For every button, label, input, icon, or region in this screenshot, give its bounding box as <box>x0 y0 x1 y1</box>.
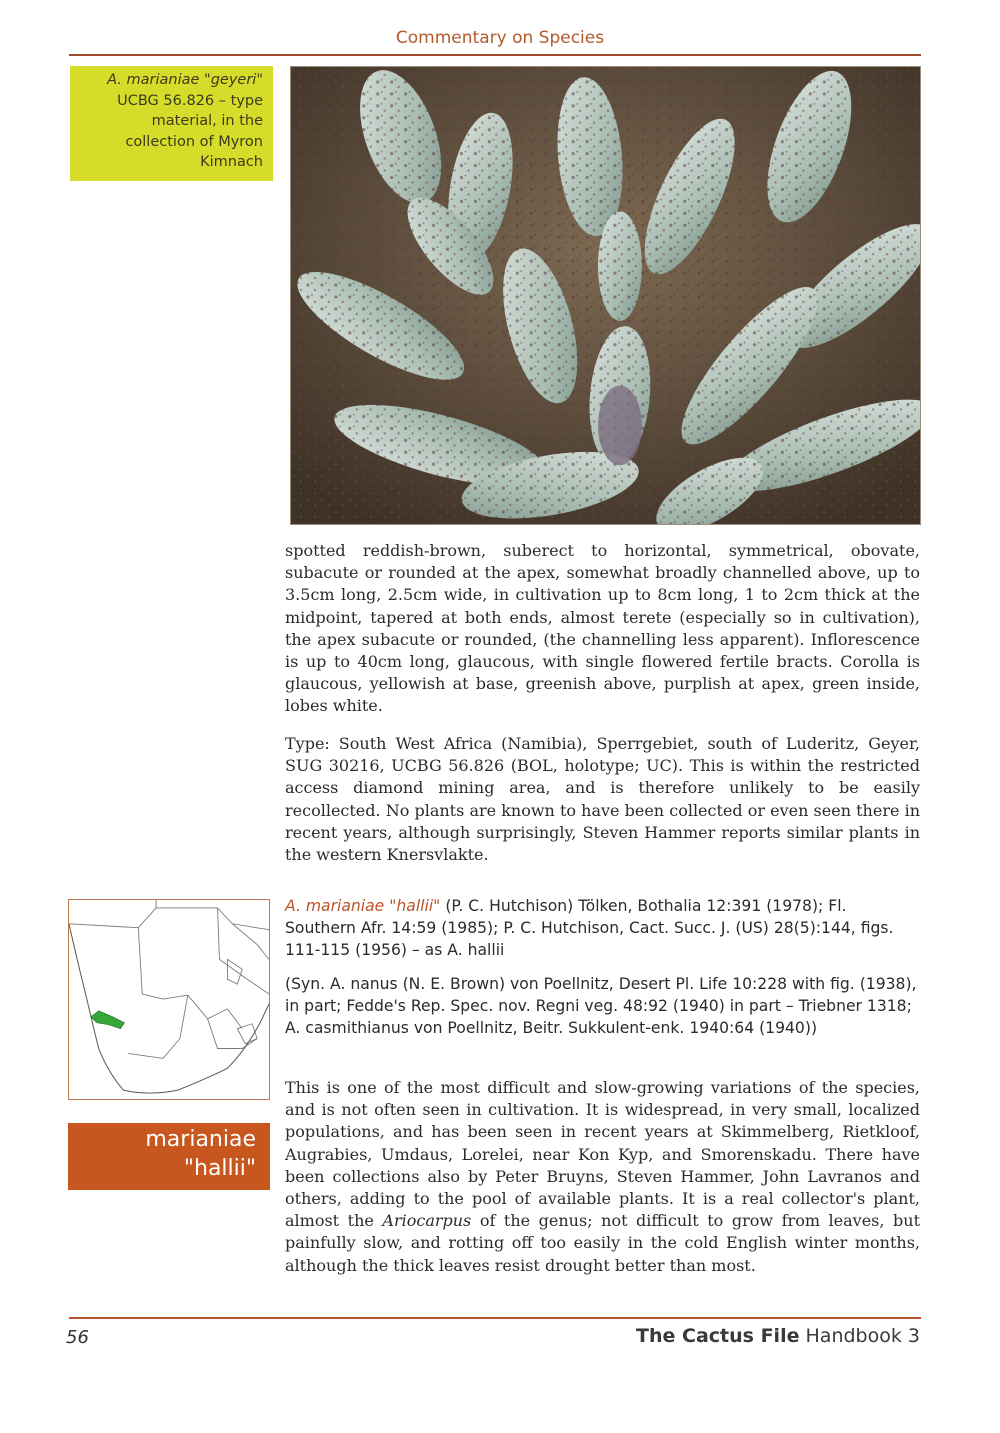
caption-line-1: A. marianiae "geyeri" <box>107 72 263 88</box>
caption-line-4: collection of Myron <box>125 133 263 150</box>
page-number: 56 <box>66 1327 89 1348</box>
species-label-line-1: marianiae <box>145 1127 256 1152</box>
body-paragraph-3 <box>285 1077 920 1277</box>
caption-line-3: material, in the <box>151 113 263 129</box>
caption-line-5: Kimnach <box>200 154 263 170</box>
species-label-line-2: "hallii" <box>183 1156 256 1181</box>
paragraph-text: Type: South West Africa (Namibia), Sperrgebiet, south of Luderitz, Geyer, SUG 30216, UCBG 56.826 (BOL, holotype; UC). This is within the restricted access diamond mining area, and is therefore unlikely to be easily recollected. No plants are known to have been collected or even seen there in recent years, although surprisingly, Steven Hammer reports similar plants in the western Knersvlakte. <box>285 734 920 865</box>
running-header: Commentary on Species <box>395 28 605 48</box>
synonyms <box>285 973 920 1039</box>
book-title <box>636 1325 920 1347</box>
paragraph-text: of the genus; not difficult to grow from leaves, but painfully slow, and rotting off too easily in the cold English winter months, although the thick leaves resist drought better than most. <box>285 1211 920 1275</box>
synonyms-text: (Syn. A. nanus (N. E. Brown) von Poellnitz, Desert Pl. Life 10:228 with fig. (1938), in part; Fedde's Rep. Spec. nov. Regni veg. 48:92 (1940) in part – Triebner 1318; A. casmithianus von Poellnitz, Beitr. Sukkulent-enk. 1940:64 (1940)) <box>285 975 917 1037</box>
book-title-bold: The Cactus File <box>636 1325 800 1347</box>
book-title-rest: Handbook 3 <box>799 1325 920 1347</box>
citation-text: (P. C. Hutchison) Tölken, Bothalia 12:391 (1978); Fl. Southern Afr. 14:59 (1985); P. C. Hutchison, Cact. Succ. J. (US) 28(5):144, figs. 111-115 (1956) – as A. hallii <box>285 897 894 959</box>
succulent-photo <box>290 66 921 525</box>
paragraph-text: spotted reddish-brown, suberect to horizontal, symmetrical, obovate, subacute or rounded at the apex, somewhat broadly channelled above, up to 3.5cm long, 2.5cm wide, in cultivation up to 8cm long, 1 to 2cm thick at the midpoint, tapered at both ends, almost terete (especially so in cultivation), the apex subacute or rounded, (the channelling less apparent). Inflorescence is up to 40cm long, glaucous, with single flowered fertile bracts. Corolla is glaucous, yellowish at base, greenish above, purplish at apex, green inside, lobes white. <box>285 541 920 716</box>
body-paragraph-1 <box>285 540 920 718</box>
footer-rule <box>69 1317 921 1319</box>
caption-line-2: UCBG 56.826 – type <box>117 92 263 109</box>
header-rule <box>69 54 921 56</box>
taxon-name: A. marianiae "hallii" <box>285 897 441 915</box>
genus-italic: Ariocarpus <box>382 1211 472 1231</box>
paragraph-text: This is one of the most difficult and slow-growing variations of the species, and is not often seen in cultivation. It is widespread, in very small, localized populations, and has been seen in recent years at Skimmelberg, Rietkloof, Augrabies, Umdaus, Lorelei, near Kon Kyp, and Smorenskadu. There have been collections also by Peter Bruyns, Steven Hammer, John Lavranos and others, adding to the pool of available plants. It is a real collector's plant, almost the <box>285 1078 920 1231</box>
taxon-citation <box>285 895 920 961</box>
body-paragraph-2 <box>285 733 920 866</box>
species-label <box>68 1123 270 1190</box>
photo-caption <box>70 66 273 181</box>
distribution-map <box>68 899 270 1100</box>
